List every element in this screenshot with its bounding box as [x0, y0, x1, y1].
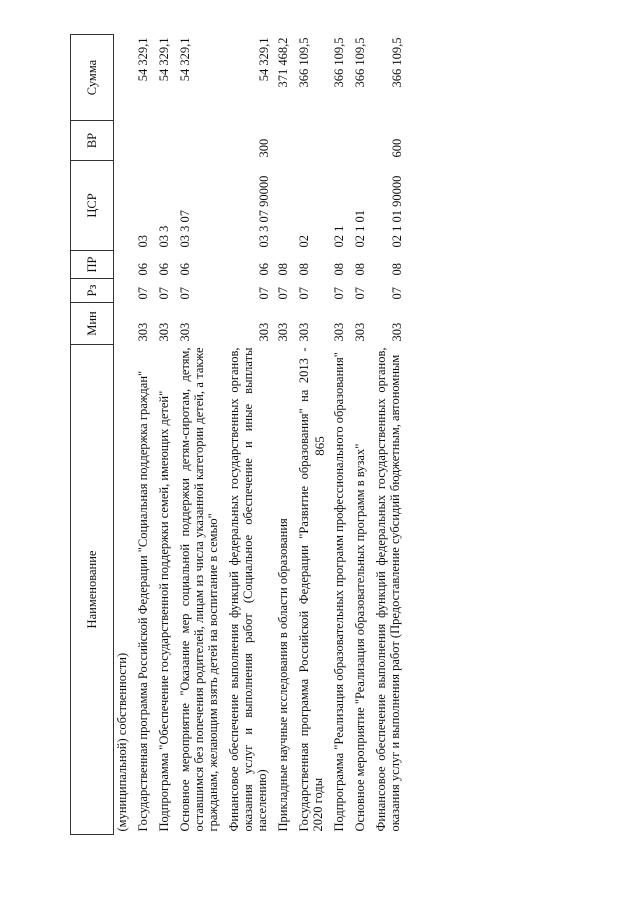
row-sum: 366 109,5 — [353, 37, 367, 88]
row-csr — [272, 161, 293, 251]
row-name: Основное мероприятие "Оказание мер социальной поддержки детям-сиротам, детям, оставшимся без попечения родителей, лицам из числа указанной категории детей, а также гражданам, желающим взять детей на воспитание в семью" — [178, 347, 220, 832]
row-rz: 07 — [297, 287, 311, 300]
row-vr — [272, 121, 293, 161]
row-min: 303 — [297, 322, 311, 342]
row-pr: 06 — [157, 263, 171, 276]
row-name: Государственная программа Российской Федерации "Развитие образования" на 2013 - 2020 годы — [297, 347, 325, 832]
row-sum: 54 329,1 — [157, 37, 171, 82]
row-name: Подпрограмма "Реализация образовательных программ профессионального образования" — [332, 352, 346, 832]
row-vr — [153, 121, 174, 161]
table-header-row — [71, 35, 114, 835]
table-row — [370, 35, 405, 835]
row-name: Основное мероприятие "Реализация образовательных программ в вузах" — [353, 443, 367, 832]
row-sum: 54 329,1 — [178, 37, 192, 82]
row-name: Финансовое обеспечение выполнения функций федеральных государственных органов, оказания услуг и выполнения работ (Социальное обеспечение и иные выплаты населению) — [227, 347, 269, 832]
row-csr: 03 3 07 — [178, 210, 192, 248]
row-vr — [132, 121, 153, 161]
row-min — [114, 303, 133, 345]
row-vr — [174, 121, 223, 161]
row-min: 303 — [390, 322, 404, 342]
table-row — [349, 35, 370, 835]
page-number: 865 — [312, 436, 327, 456]
header-vr: ВР — [71, 121, 114, 161]
row-rz — [114, 279, 133, 303]
row-pr: 08 — [390, 263, 404, 276]
row-vr: 600 — [390, 138, 404, 158]
header-name: Наименование — [71, 345, 114, 835]
header-pr: ПР — [71, 251, 114, 279]
header-min: Мин — [71, 303, 114, 345]
table-row — [328, 35, 349, 835]
row-csr: 02 1 01 90000 — [390, 175, 404, 248]
row-rz: 07 — [157, 287, 171, 300]
row-pr: 08 — [353, 263, 367, 276]
row-pr: 08 — [332, 263, 346, 276]
row-vr — [293, 121, 328, 161]
row-sum: 366 109,5 — [297, 37, 311, 88]
header-rz: Рз — [71, 279, 114, 303]
table-row — [272, 35, 293, 835]
table-row — [153, 35, 174, 835]
row-rz: 07 — [353, 287, 367, 300]
row-name: (муниципальной) собственности) — [115, 652, 129, 832]
row-name: Государственная программа Российской Федерации "Социальная поддержка граждан" — [136, 370, 150, 832]
row-csr: 03 — [136, 235, 150, 248]
row-csr: 02 1 01 — [353, 210, 367, 248]
row-rz: 07 — [332, 287, 346, 300]
row-pr — [114, 251, 133, 279]
row-rz: 07 — [257, 287, 271, 300]
row-pr: 06 — [257, 263, 271, 276]
row-csr: 03 3 — [157, 225, 171, 248]
table-row — [132, 35, 153, 835]
row-vr — [328, 121, 349, 161]
row-name: Подпрограмма "Обеспечение государственной поддержки семей, имеющих детей" — [157, 390, 171, 832]
row-vr — [349, 121, 370, 161]
row-csr: 03 3 07 90000 — [257, 175, 271, 248]
row-vr — [114, 121, 133, 161]
row-min: 303 — [136, 322, 150, 342]
row-vr: 300 — [257, 138, 271, 158]
row-min: 303 — [332, 322, 346, 342]
row-pr: 08 — [297, 263, 311, 276]
row-sum: 371 468,2 — [276, 37, 290, 88]
row-csr — [114, 161, 133, 251]
row-rz: 07 — [390, 287, 404, 300]
table-row — [114, 35, 133, 835]
budget-table-rotated — [70, 35, 610, 835]
row-min: 303 — [257, 322, 271, 342]
row-pr: 06 — [136, 263, 150, 276]
row-sum: 366 109,5 — [390, 37, 404, 88]
row-name: Прикладные научные исследования в области образования — [276, 518, 290, 832]
row-sum: 366 109,5 — [332, 37, 346, 88]
header-csr: ЦСР — [71, 161, 114, 251]
budget-table — [70, 34, 405, 835]
table-row — [223, 35, 272, 835]
row-rz: 07 — [136, 287, 150, 300]
row-sum — [114, 35, 133, 121]
row-min: 303 — [276, 322, 290, 342]
row-pr: 08 — [276, 263, 290, 276]
row-min: 303 — [157, 322, 171, 342]
row-rz: 07 — [276, 287, 290, 300]
row-name: Финансовое обеспечение выполнения функций федеральных государственных органов, оказания услуг и выполнения работ (Предоставление субсидий бюджетным, автономным — [374, 347, 402, 832]
row-csr: 02 1 — [332, 225, 346, 248]
header-sum: Сумма — [71, 35, 114, 121]
row-sum: 54 329,1 — [136, 37, 150, 82]
row-min: 303 — [353, 322, 367, 342]
row-pr: 06 — [178, 263, 192, 276]
row-min: 303 — [178, 322, 192, 342]
row-sum: 54 329,1 — [257, 37, 271, 82]
row-rz: 07 — [178, 287, 192, 300]
row-csr: 02 — [297, 235, 311, 248]
table-row — [174, 35, 223, 835]
table-row — [293, 35, 328, 835]
